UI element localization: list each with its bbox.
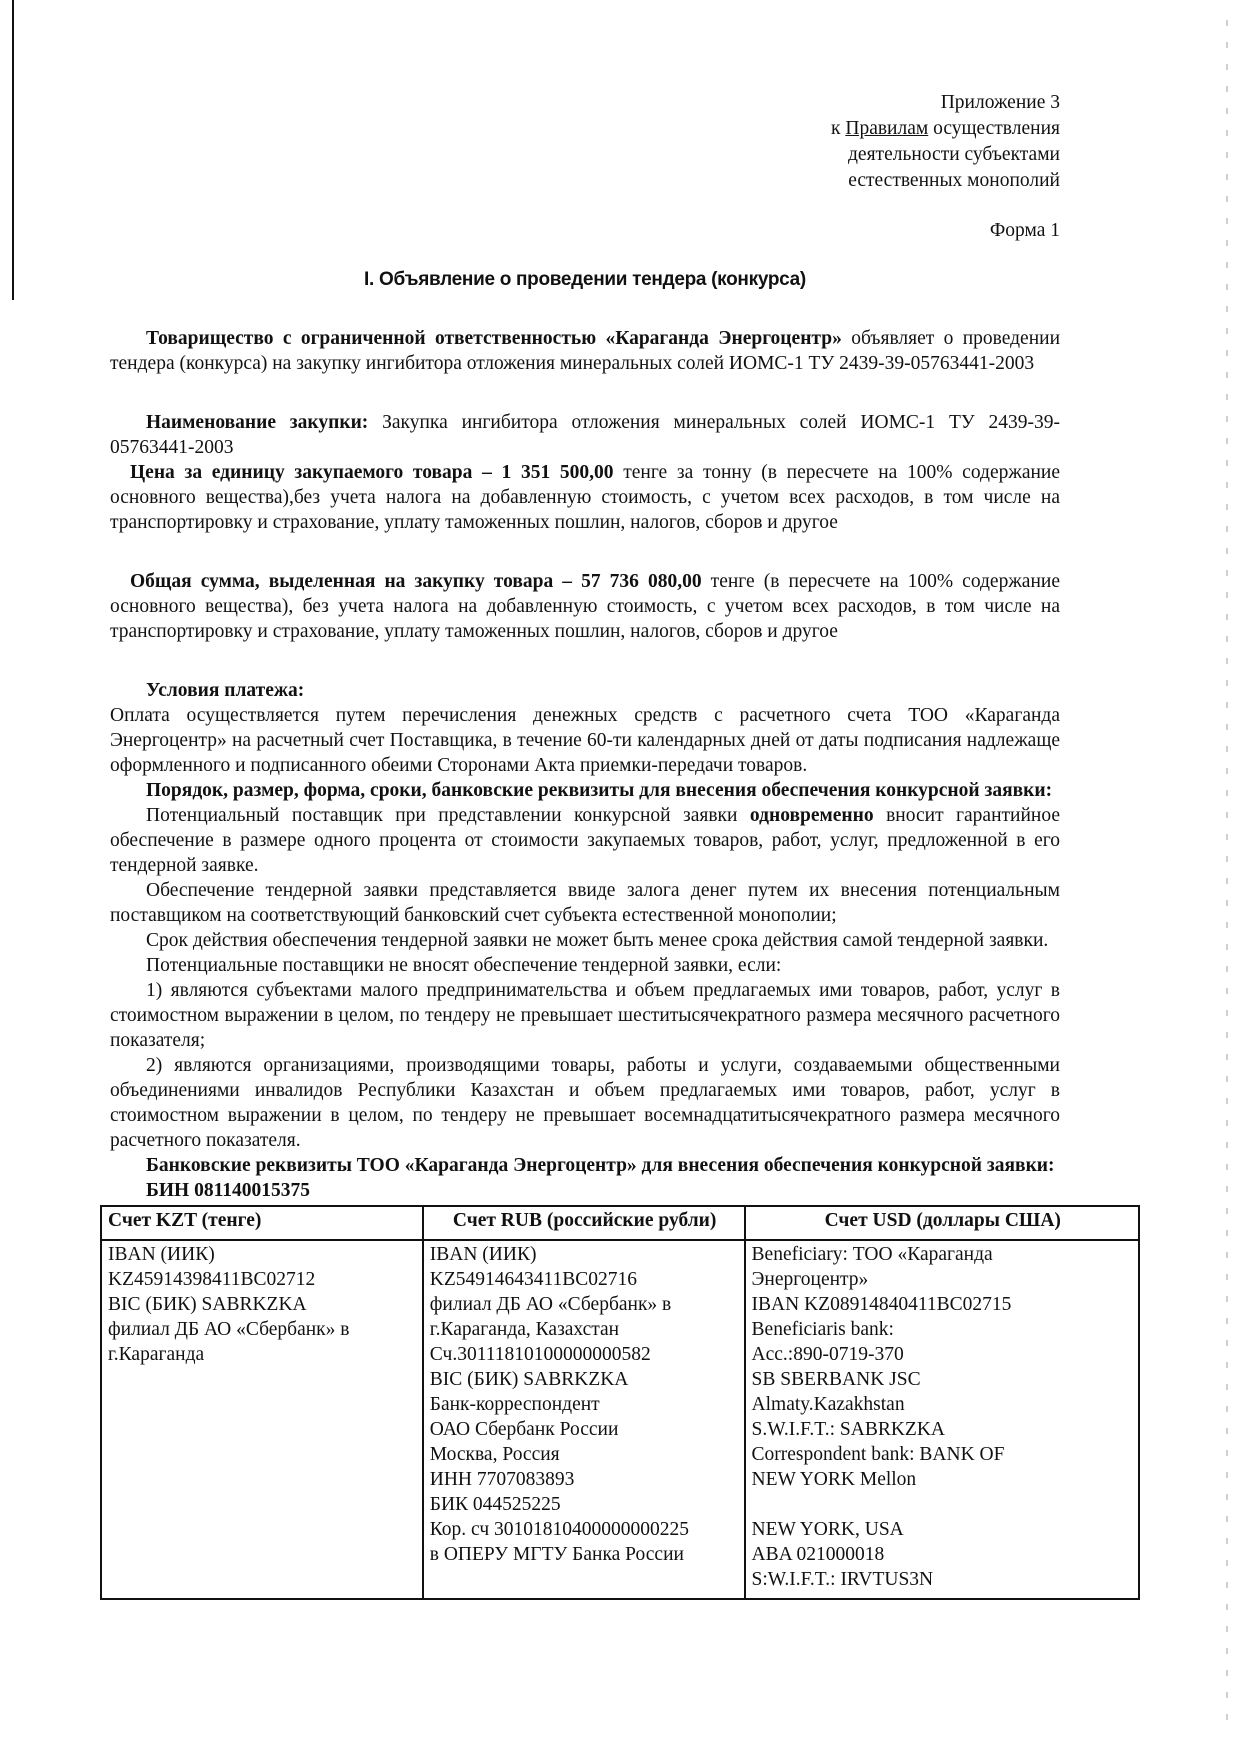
total-amount-label: Общая сумма, выделенная на закупку товара – 57 736 080,00 xyxy=(130,571,702,592)
security-heading: Порядок, размер, форма, сроки, банковские реквизиты для внесения обеспечения конкурсной заявки: xyxy=(146,780,1053,801)
rub-account-number: Сч.30111810100000000582 xyxy=(429,1344,651,1365)
usd-account: Acc.:890-0719-370 xyxy=(751,1344,904,1365)
usd-blank-line xyxy=(752,1492,1134,1517)
usd-line: Энергоцентр» xyxy=(751,1269,869,1290)
kzt-account-cell xyxy=(101,1240,423,1599)
bank-details-heading: Банковские реквизиты ТОО «Караганда Энергоцентр» для внесения обеспечения конкурсной заявки: xyxy=(146,1155,1055,1176)
intro-text: объявляет о проведении тендера (конкурса) на закупку ингибитора отложения минеральных солей ИОМС-1 ТУ 2439-39-05763441-2003 xyxy=(110,328,1061,374)
rules-link[interactable]: Правилам xyxy=(845,118,929,139)
rub-line: в ОПЕРУ МГТУ Банка России xyxy=(429,1544,684,1565)
column-header-usd: Счет USD (доллары США) xyxy=(745,1206,1139,1240)
rub-line: Банк-корреспондент xyxy=(429,1394,600,1415)
rub-bic: BIC (БИК) SABRKZKA xyxy=(429,1369,629,1390)
usd-line: NEW YORK Mellon xyxy=(751,1469,917,1490)
document-page xyxy=(110,90,1060,1600)
table-row xyxy=(101,1240,1139,1599)
security-paragraph-1 xyxy=(110,803,1060,878)
kzt-line: г.Караганда xyxy=(108,1344,205,1365)
security-paragraph-2: Обеспечение тендерной заявки представляется ввиде залога денег путем их внесения потенциальным поставщиком на соответствующий банковский счет субъекта естественной монополии; xyxy=(110,880,1060,926)
unit-price-label: Цена за единицу закупаемого товара – 1 351 500,00 xyxy=(130,462,614,483)
procurement-name-value: Закупка ингибитора отложения минеральных солей ИОМС-1 ТУ 2439-39-05763441-2003 xyxy=(110,412,1060,458)
payment-terms-text: Оплата осуществляется путем перечисления денежных средств с расчетного счета ТОО «Караганда Энергоцентр» на расчетный счет Поставщика, в течение 60-ти календарных дней от даты подписания надлежаще оформленного и подписанного обеими Сторонами Акта приемки-передачи товаров. xyxy=(110,705,1060,776)
security-p1-a: Потенциальный поставщик при представлении конкурсной заявки xyxy=(146,805,750,826)
usd-aba: ABA 021000018 xyxy=(751,1544,885,1565)
scan-edge-right xyxy=(1226,20,1228,1720)
appendix-header xyxy=(110,90,1060,194)
rub-line: г.Караганда, Казахстан xyxy=(429,1319,620,1340)
rub-line: IBAN (ИИК) xyxy=(429,1244,537,1265)
payment-terms-label: Условия платежа: xyxy=(146,680,305,701)
rub-line: филиал ДБ АО «Сбербанк» в xyxy=(429,1294,672,1315)
security-p1-b: вносит гарантийное обеспечение в размере одного процента от стоимости закупаемых товаров, работ, услуг, предложенной в его тендерной заявке. xyxy=(110,805,1060,876)
appendix-line-1: Приложение 3 xyxy=(940,92,1060,113)
unit-price-paragraph xyxy=(110,460,1060,535)
usd-line: Correspondent bank: BANK OF xyxy=(751,1444,1005,1465)
exemption-item-1: 1) являются субъектами малого предпринимательства и объем предлагаемых ими товаров, работ, услуг в стоимостном выражении в целом, по тендеру не превышает шеститысячекратного размера месячного расчетного показателя; xyxy=(110,980,1060,1051)
organization-name: Товарищество с ограниченной ответственностью «Караганда Энергоцентр» xyxy=(146,328,842,349)
kzt-line: IBAN (ИИК) xyxy=(108,1244,215,1265)
appendix-prefix: к xyxy=(831,118,846,139)
usd-corr-swift: S:W.I.F.T.: IRVTUS3N xyxy=(751,1569,934,1590)
rub-line: ОАО Сбербанк России xyxy=(429,1419,619,1440)
appendix-line-2 xyxy=(110,116,1060,142)
column-header-rub: Счет RUB (российские рубли) xyxy=(423,1206,745,1240)
scan-edge-left xyxy=(12,0,14,300)
exemption-item-2: 2) являются организациями, производящими товары, работы и услуги, создаваемыми общественными объединениями инвалидов Республики Казахстан и объем предлагаемых ими товаров, работ, услуг в стоимостном выражении в целом, по тендеру не превышает восемнадцатитысячекратного размера месячного расчетного показателя. xyxy=(110,1055,1060,1151)
total-amount-text: тенге (в пересчете на 100% содержание основного вещества), без учета налога на добавленную стоимость, с учетом всех расходов, в том числе на транспортировку и страхование, уплату таможенных пошлин, налогов, сборов и другое xyxy=(110,571,1060,642)
rub-corr-account: Кор. сч 30101810400000000225 xyxy=(429,1519,689,1540)
usd-line: SB SBERBANK JSC xyxy=(751,1369,921,1390)
document-title: I. Объявление о проведении тендера (конкурса) xyxy=(364,269,806,290)
security-p1-bold: одновременно xyxy=(749,805,874,826)
usd-line: Beneficiary: ТОО «Караганда xyxy=(751,1244,993,1265)
bank-details-table xyxy=(100,1205,1140,1600)
usd-swift: S.W.I.F.T.: SABRKZKA xyxy=(751,1419,945,1440)
kzt-iban: KZ45914398411BC02712 xyxy=(108,1269,316,1290)
column-header-kzt: Счет KZT (тенге) xyxy=(101,1206,423,1240)
intro-paragraph xyxy=(110,326,1060,376)
procurement-name xyxy=(110,410,1060,460)
form-label: Форма 1 xyxy=(989,220,1060,241)
unit-price-text: тенге за тонну (в пересчете на 100% содержание основного вещества),без учета налога на добавленную стоимость, с учетом всех расходов, в том числе на транспортировку и страхование, уплату таможенных пошлин, налогов, сборов и другое xyxy=(110,462,1061,533)
kzt-bic: BIC (БИК) SABRKZKA xyxy=(108,1294,307,1315)
rub-account-cell xyxy=(423,1240,745,1599)
appendix-line-2-text: осуществления xyxy=(933,118,1060,139)
security-paragraph-4: Потенциальные поставщики не вносят обеспечение тендерной заявки, если: xyxy=(146,955,782,976)
usd-line: Beneficiaris bank: xyxy=(751,1319,894,1340)
kzt-line: филиал ДБ АО «Сбербанк» в xyxy=(108,1319,350,1340)
bin-number: БИН 081140015375 xyxy=(146,1180,311,1201)
procurement-name-label: Наименование закупки: xyxy=(146,412,369,433)
total-amount-paragraph xyxy=(110,569,1060,644)
rub-bik: БИК 044525225 xyxy=(429,1494,561,1515)
security-paragraph-3: Срок действия обеспечения тендерной заявки не может быть менее срока действия самой тендерной заявки. xyxy=(146,930,1049,951)
usd-line: Almaty.Kazakhstan xyxy=(751,1394,905,1415)
table-header-row xyxy=(101,1206,1139,1240)
rub-inn: ИНН 7707083893 xyxy=(429,1469,575,1490)
usd-account-cell xyxy=(745,1240,1139,1599)
rub-line: Москва, Россия xyxy=(429,1444,560,1465)
appendix-line-3: деятельности субъектами xyxy=(848,144,1060,165)
appendix-line-4: естественных монополий xyxy=(848,170,1060,191)
usd-iban: IBAN KZ08914840411BC02715 xyxy=(751,1294,1012,1315)
usd-line: NEW YORK, USA xyxy=(751,1519,904,1540)
rub-iban: KZ54914643411BC02716 xyxy=(429,1269,638,1290)
